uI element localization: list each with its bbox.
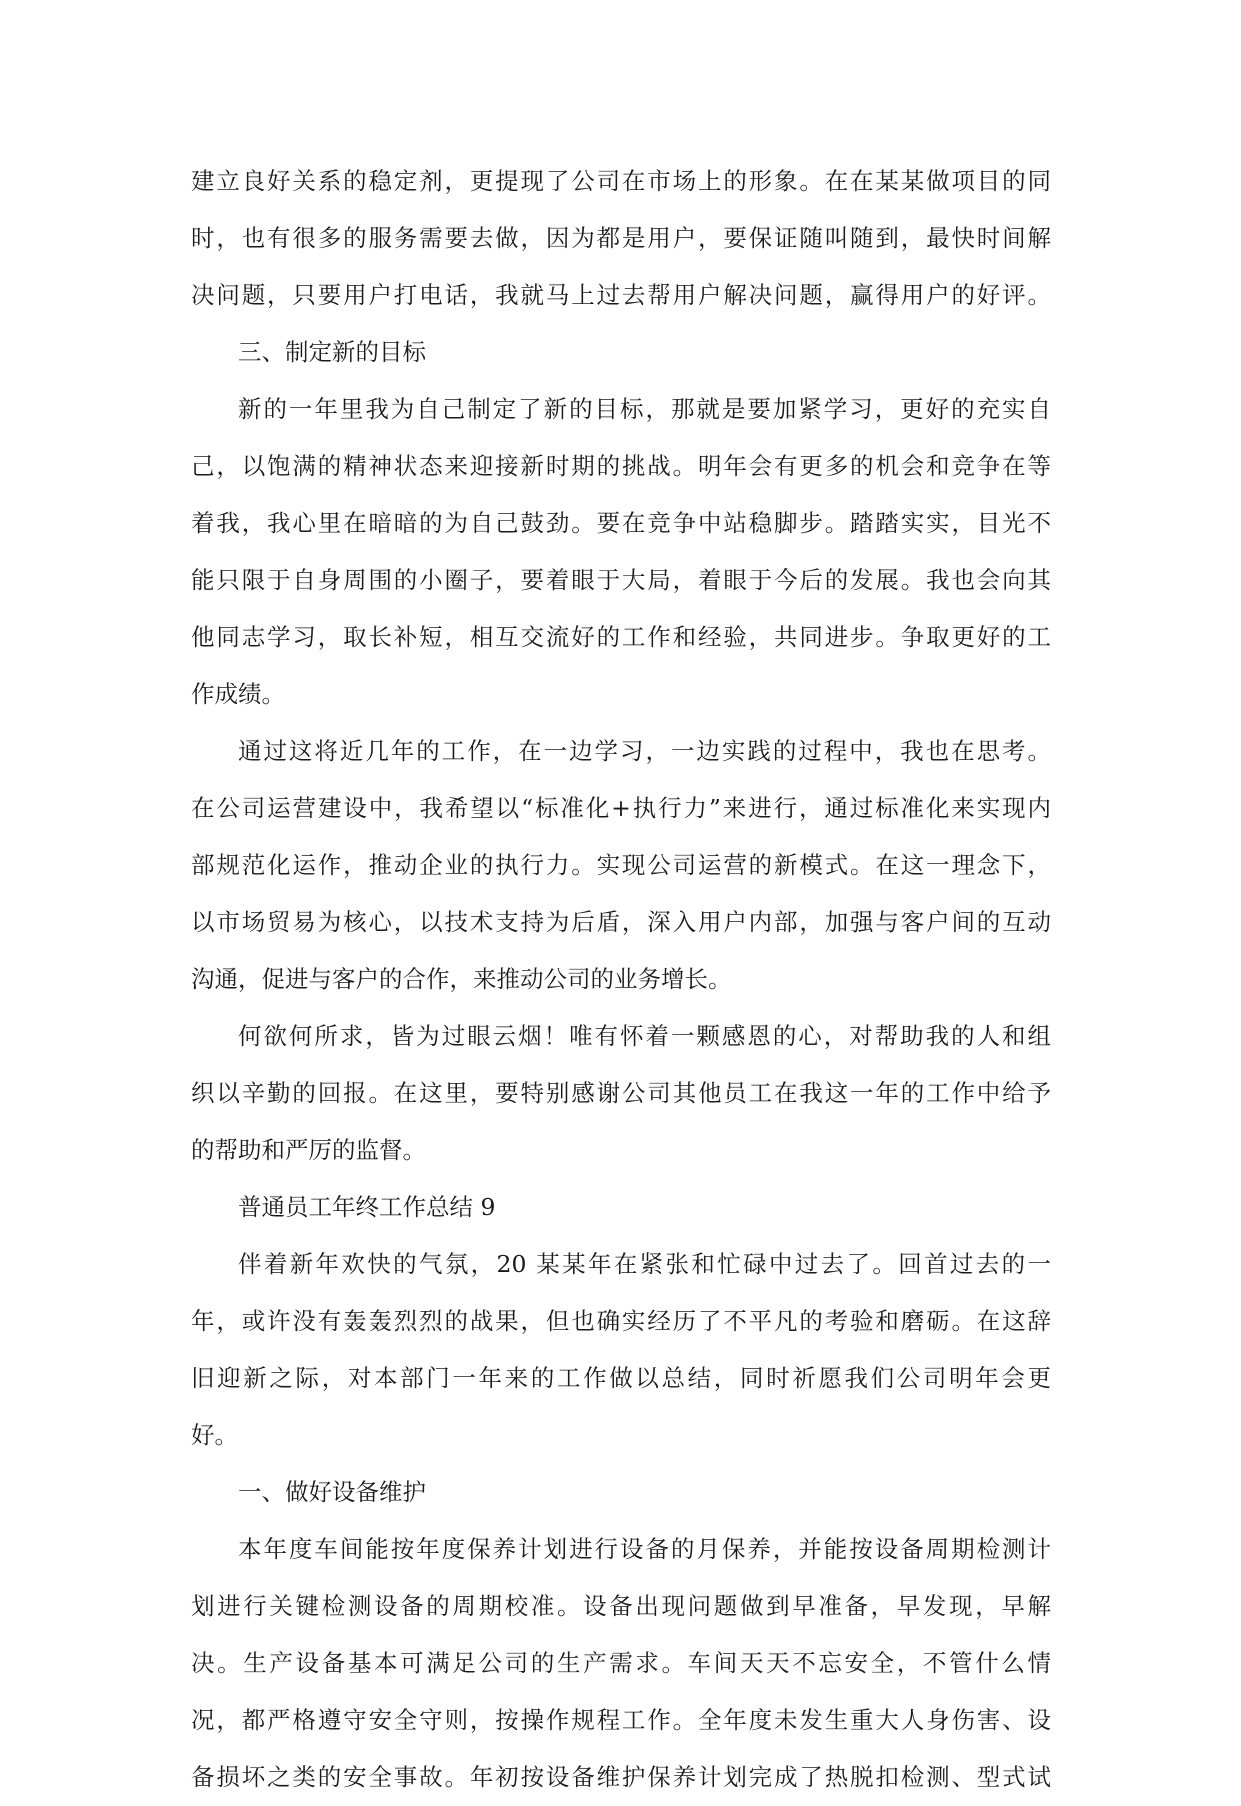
- text-line: 决问题，只要用户打电话，我就马上过去帮用户解决问题，赢得用户的好评。: [191, 281, 1051, 309]
- text-line: 伴着新年欢快的气氛，20 某某年在紧张和忙碌中过去了。回首过去的一: [238, 1250, 1051, 1278]
- text-line: 三、制定新的目标: [238, 338, 426, 366]
- text-line: 作成绩。: [191, 680, 285, 708]
- text-line: 着我，我心里在暗暗的为自己鼓劲。要在竞争中站稳脚步。踏踏实实，目光不: [191, 509, 1051, 537]
- text-line: 织以辛勤的回报。在这里，要特别感谢公司其他员工在我这一年的工作中给予: [191, 1079, 1051, 1107]
- text-line: 能只限于自身周围的小圈子，要着眼于大局，着眼于今后的发展。我也会向其: [191, 566, 1051, 594]
- text-line: 本年度车间能按年度保养计划进行设备的月保养，并能按设备周期检测计: [238, 1535, 1051, 1563]
- text-line: 通过这将近几年的工作，在一边学习，一边实践的过程中，我也在思考。: [238, 737, 1051, 765]
- text-line: 年，或许没有轰轰烈烈的战果，但也确实经历了不平凡的考验和磨砺。在这辞: [191, 1307, 1051, 1335]
- text-line: 旧迎新之际，对本部门一年来的工作做以总结，同时祈愿我们公司明年会更: [191, 1364, 1051, 1392]
- text-line: 在公司运营建设中，我希望以“标准化+执行力”来进行，通过标准化来实现内: [191, 794, 1051, 822]
- text-line: 他同志学习，取长补短，相互交流好的工作和经验，共同进步。争取更好的工: [191, 623, 1051, 651]
- text-line: 建立良好关系的稳定剂，更提现了公司在市场上的形象。在在某某做项目的同: [191, 167, 1051, 195]
- text-line: 何欲何所求，皆为过眼云烟！唯有怀着一颗感恩的心，对帮助我的人和组: [238, 1022, 1051, 1050]
- text-line: 新的一年里我为自己制定了新的目标，那就是要加紧学习，更好的充实自: [238, 395, 1051, 423]
- text-line: 划进行关键检测设备的周期校准。设备出现问题做到早准备，早发现，早解: [191, 1592, 1051, 1620]
- text-line: 部规范化运作，推动企业的执行力。实现公司运营的新模式。在这一理念下，: [191, 851, 1051, 879]
- text-line: 以市场贸易为核心，以技术支持为后盾，深入用户内部，加强与客户间的互动: [191, 908, 1051, 936]
- document-body: [191, 153, 1051, 1806]
- text-line: 的帮助和严厉的监督。: [191, 1136, 426, 1164]
- text-line: 普通员工年终工作总结 9: [238, 1193, 496, 1221]
- text-line: 时，也有很多的服务需要去做，因为都是用户，要保证随叫随到，最快时间解: [191, 224, 1051, 252]
- text-line: 好。: [191, 1421, 238, 1449]
- text-line: 沟通，促进与客户的合作，来推动公司的业务增长。: [191, 965, 732, 993]
- text-line: 一、做好设备维护: [238, 1478, 426, 1506]
- text-line: 决。生产设备基本可满足公司的生产需求。车间天天不忘安全，不管什么情: [191, 1649, 1051, 1677]
- text-line: 己，以饱满的精神状态来迎接新时期的挑战。明年会有更多的机会和竞争在等: [191, 452, 1051, 480]
- text-line: 备损坏之类的安全事故。年初按设备维护保养计划完成了热脱扣检测、型式试: [191, 1763, 1051, 1791]
- text-line: 况，都严格遵守安全守则，按操作规程工作。全年度未发生重大人身伤害、设: [191, 1706, 1051, 1734]
